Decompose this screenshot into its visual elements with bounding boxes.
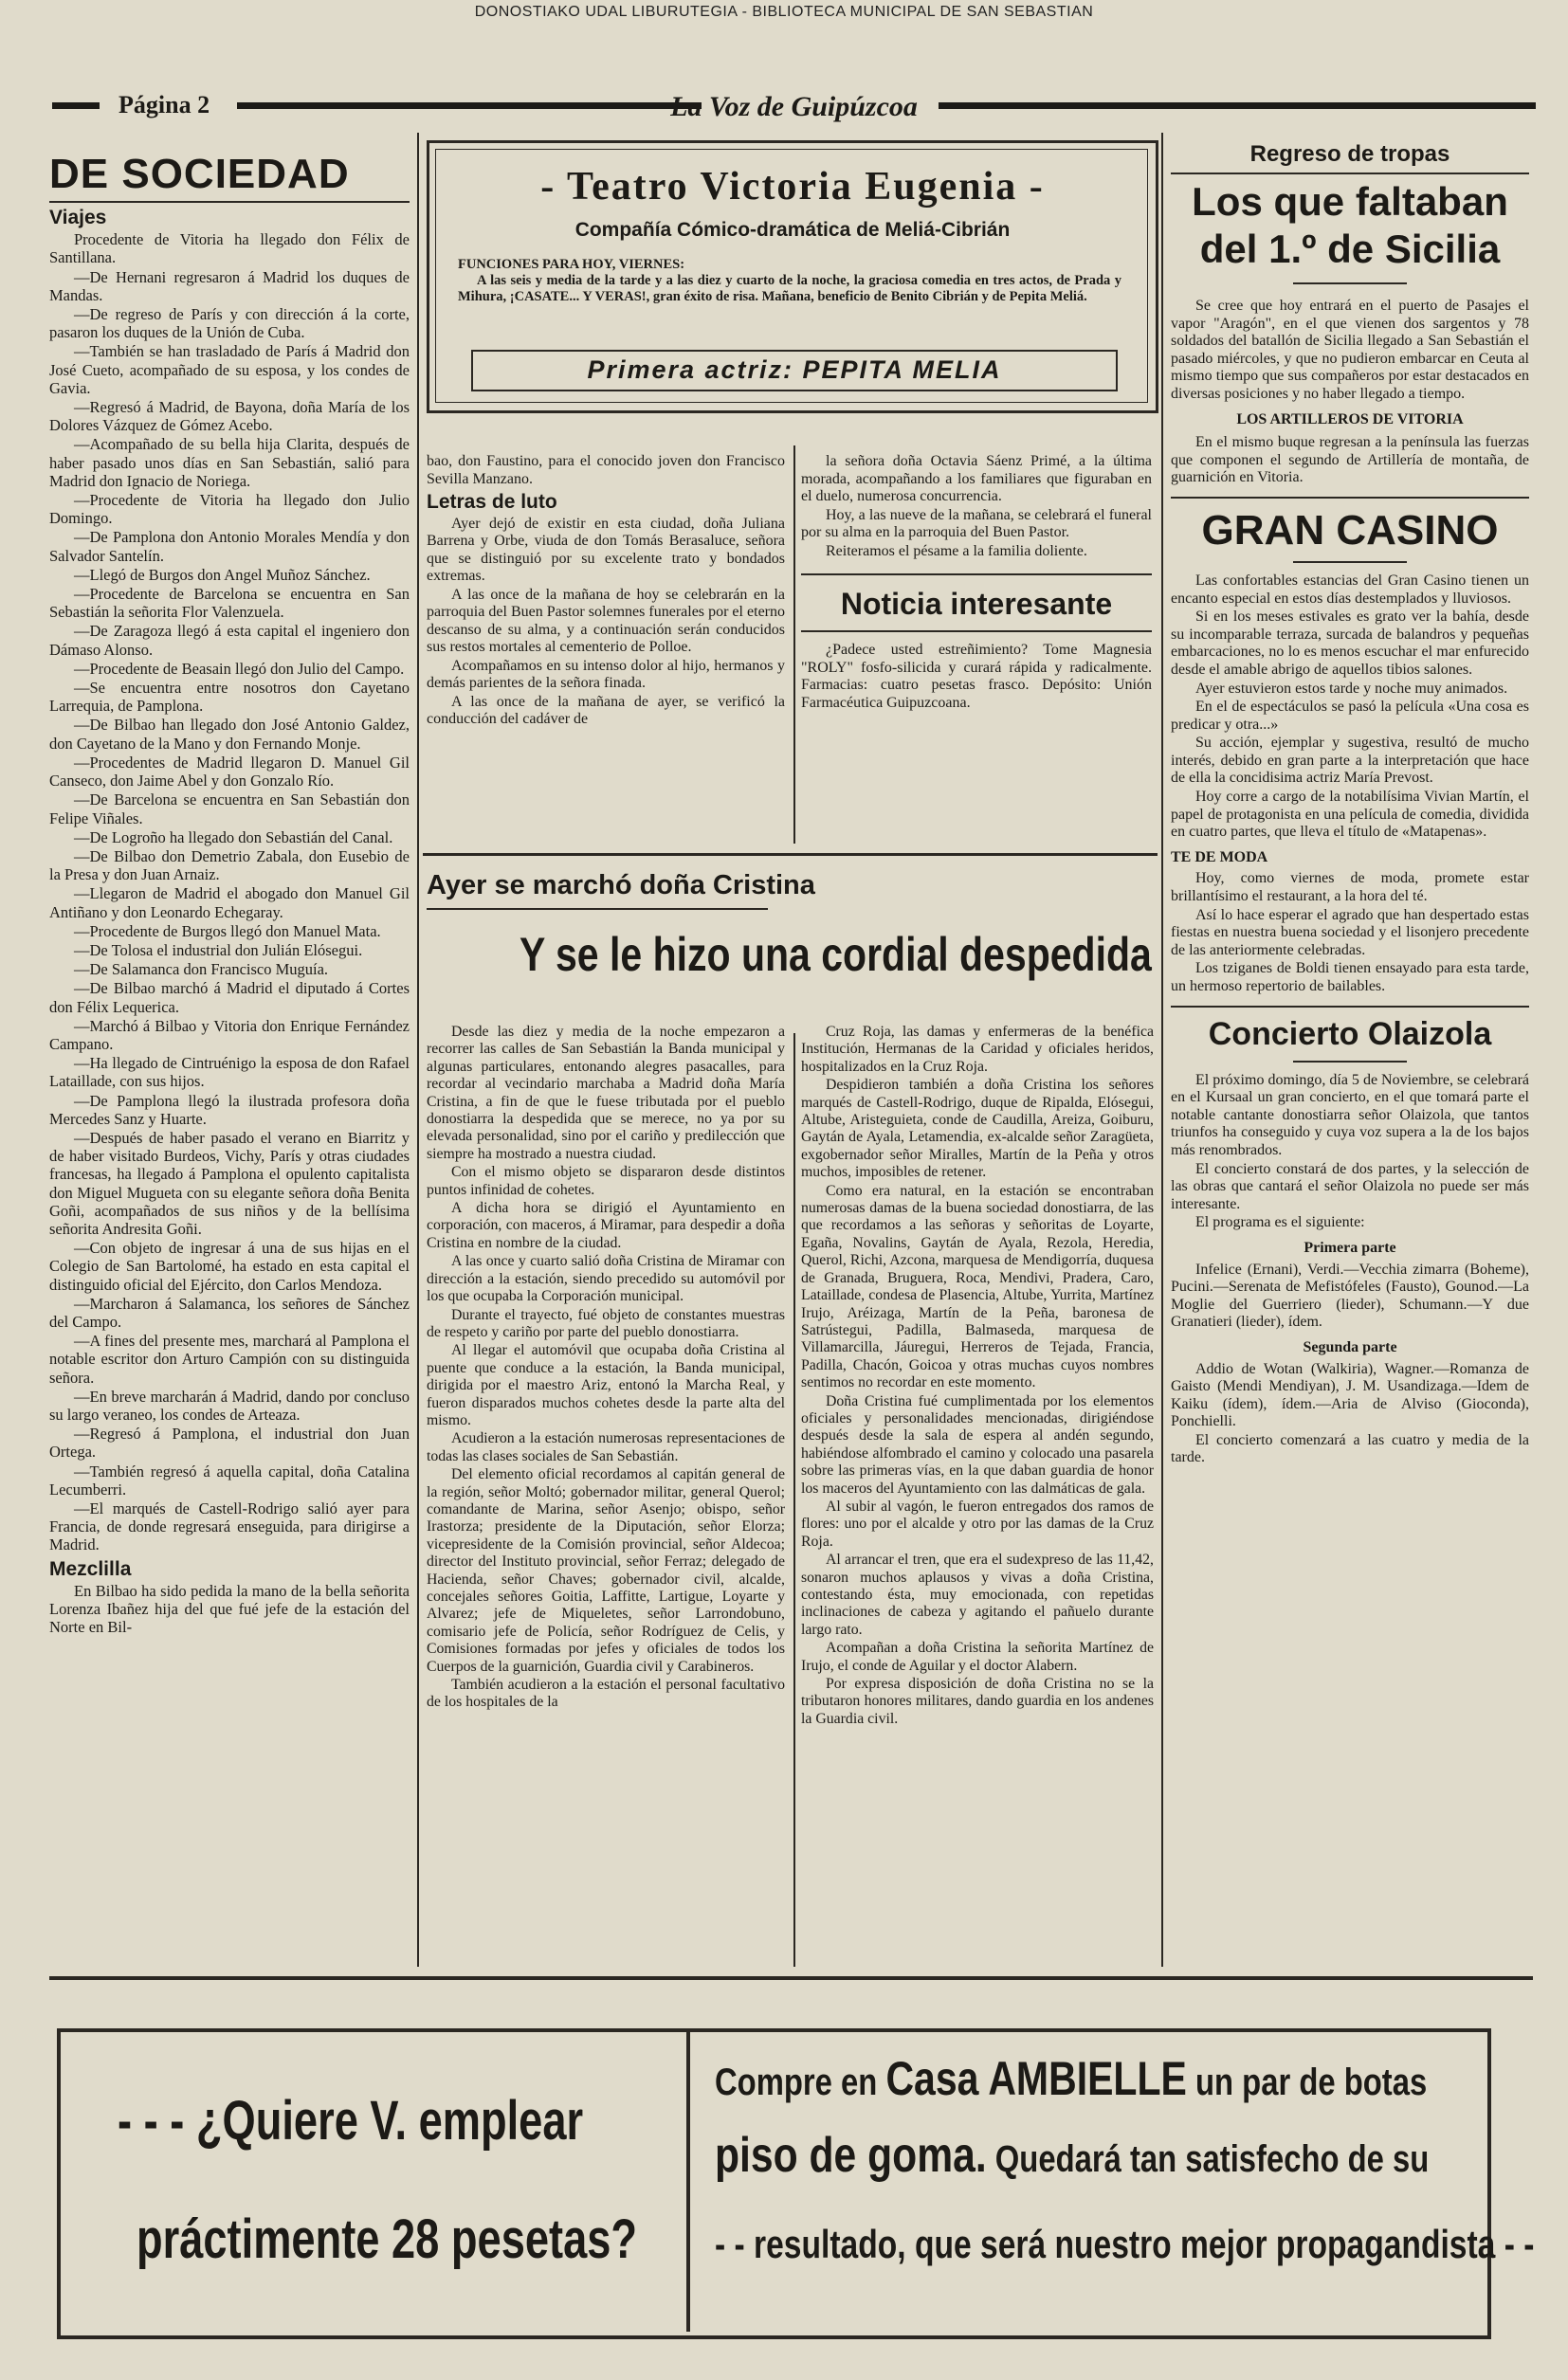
ad-right-line-1a: Compre en [715, 2062, 886, 2103]
viajes-item: —De Hernani regresaron á Madrid los duques de Mandas. [49, 267, 410, 304]
newspaper-title: La Voz de Guipúzcoa [670, 91, 918, 122]
ad-right-line-1c: un par de botas [1186, 2062, 1428, 2103]
right-column [1171, 140, 1529, 1467]
viajes-item: —En breve marcharán á Madrid, dando por concluso su largo veraneo, los condes de Arteaza. [49, 1387, 410, 1424]
casino-paragraph: Si en los meses estivales es grato ver la bahía, desde su incomparable terraza, surcada de balandros y pequeñas embarcaciones, no lo es menos escuchar el mar enfurecido desde el amable abrigo de aquellos tibios salones. [1171, 609, 1529, 678]
tropas-rule [1171, 173, 1529, 174]
luto-paragraph: A las once de la mañana de ayer, se verificó la conducción del cadáver de [427, 693, 785, 727]
luto-cont-paragraph: la señora doña Octavia Sáenz Primé, a la última morada, acompañando a los familiares que figuraban en el duelo, numerosa concurrencia. [801, 453, 1152, 504]
cristina-paragraph: Al llegar el automóvil que ocupaba doña Cristina al puente que conduce a la estación, la Banda municipal, dirigida por el maestro Ariz, entonó la Marcha Real, y fueron disparados muchos cohetes desde la parte alta del mismo. [427, 1342, 785, 1428]
viajes-item: —De Logroño ha llegado don Sebastián del Canal. [74, 827, 393, 846]
luto-paragraph: A las once de la mañana de hoy se celebrarán en la parroquia del Buen Pastor solemnes funerales por el eterno descanso de su alma, y a continuación serán conducidos sus restos mortales al cementerio de Polloe. [427, 586, 785, 655]
viajes-item: —Llegaron de Madrid el abogado don Manuel Gil Antiñano y don Leonardo Echegaray. [49, 884, 410, 921]
sociedad-title: DE SOCIEDAD [49, 151, 350, 197]
viajes-item: —Procedente de Barcelona se encuentra en San Sebastián la señorita Flor Valenzuela. [49, 585, 410, 622]
cristina-kicker: Ayer se marchó doña Cristina [427, 870, 815, 900]
tropas-text-2: En el mismo buque regresan a la península las fuerzas que componen el segundo de Artillería de montaña, de guarnición en Vitoria. [1171, 434, 1529, 486]
luto-paragraph: Acompañamos en su intenso dolor al hijo, hermanos y demás parientes de la señora finada. [427, 657, 785, 691]
viajes-item: —Procedente de Vitoria ha llegado don Julio Domingo. [49, 491, 410, 528]
moda-paragraph: Hoy, como viernes de moda, promete estar brillantísimo el restaurant, a la hora del té. [1171, 870, 1529, 905]
cristina-paragraph: A las once y cuarto salió doña Cristina de Miramar con dirección a la estación, siendo precedido su automóvil por los que ocupaba la Corporación municipal. [427, 1253, 785, 1305]
viajes-item: —A fines del presente mes, marchará al Pamplona el notable escritor don Arturo Campión con su distinguida señora. [49, 1332, 410, 1387]
cristina-paragraph: Como era natural, en la estación se encontraban numerosas damas de la buena sociedad donostiarra, de las que recordamos a las señoras y señoritas de Loyarte, Egaña, Novalins, Gaytán de Ayala, Rezola, Heredia, Querol, Richi, Azcona, marquesa de Mendigorría, duquesa de Granada, Bruguera, Roca, Mendivi, Pradera, Caro, Lataillade, condesa de Plasencia, Altube, Yurrita, Martínez Irujo, Aréizaga, Martín de la Peña, baronesa de Satrústegui, Padilla, Balmaseda, marquesa de Villamarcilla, Jáuregui, Herreros de Tejada, Francia, Padilla, Chacón, Goicoa y otras muchas cuyos nombres sentimos no recordar en este momento. [801, 1182, 1154, 1391]
viajes-item: —Llegó de Burgos don Angel Muñoz Sánchez. [74, 565, 371, 584]
concierto-paragraph: El programa es el siguiente: [1195, 1214, 1365, 1231]
sociedad-column [49, 152, 410, 1636]
casino-paragraphs [1171, 572, 1529, 842]
cristina-kicker-rule [427, 908, 768, 910]
tropas-text: Se cree que hoy entrará en el puerto de Pasajes el vapor "Aragón", en el que vienen dos sargentos y 78 soldados del batallón de Sicilia llegado a San Sebastián el pasado miércoles, y que no pudieron embarcar en Ceuta al mismo tiempo que sus compañeros por estar destacados en diversas posiciones y no haber llegado a tiempo. [1171, 298, 1529, 402]
ad-right-line-2 [715, 2127, 1429, 2184]
concierto-paragraph: El próximo domingo, día 5 de Noviembre, se celebrará en el Kursaal un gran concierto, en el que tomará parte el notable cantante donostiarra señor Olaizola, que tantos triunfos ha conseguido y cuya voz supera a la de los bajos más renombrados. [1171, 1071, 1529, 1158]
teatro-title: - Teatro Victoria Eugenia - [540, 165, 1045, 209]
luto-lead: bao, don Faustino, para el conocido joven don Francisco Sevilla Manzano. [427, 453, 785, 487]
cristina-headline: Y se le hizo una cordial despedida [520, 928, 1152, 981]
part1-program: Infelice (Ernani), Verdi.—Vecchia zimarra (Boheme), Pucini.—Serenata de Mefistófeles (Fausto), Gounod.—La Moglie del Guerriero (lieder), Schumann.—Y due Granatieri (lieder), ídem. [1171, 1261, 1529, 1331]
casino-rule [1171, 497, 1529, 499]
noticia-rule [801, 573, 1152, 575]
viajes-heading: Viajes [49, 207, 107, 228]
cristina-paragraph: Desde las diez y media de la noche empezaron a recorrer las calles de San Sebastián la Banda municipal y algunas particulares, entonando alegres pasacalles, para recordar al vecindario marchaba a Madrid doña María Cristina, a fin de que le fuese tributada por el pueblo donostiarra la despedida que se merece, no ya por su elevada personalidad, sino por el cariño y predilección que siempre ha mostrado a nuestra ciudad. [427, 1024, 785, 1162]
tropas-sub: LOS ARTILLEROS DE VITORIA [1236, 410, 1464, 427]
concierto-closing: El concierto comenzará a las cuatro y media de la tarde. [1171, 1431, 1529, 1466]
masthead [52, 91, 1536, 125]
casino-title: GRAN CASINO [1201, 506, 1499, 554]
ad-divider [686, 2028, 690, 2332]
viajes-item: —Procedentes de Madrid llegaron D. Manuel Gil Canseco, don Jaime Abel y don Gonzalo Río. [49, 753, 410, 790]
bottom-advertisement [57, 2028, 1535, 2339]
library-source-header: DONOSTIAKO UDAL LIBURUTEGIA - BIBLIOTECA MUNICIPAL DE SAN SEBASTIAN [474, 4, 1094, 20]
viajes-item: —De Barcelona se encuentra en San Sebastián don Felipe Viñales. [49, 790, 410, 827]
viajes-item: —Después de haber pasado el verano en Biarritz y de haber visitado Burdeos, Vichy, París y otras ciudades francesas, ha llegado á Pamplona el opulento capitalista don Miguel Mugueta con su elegante señora doña Benita Goñi, acompañados de sus niños y de la bellísima señorita Andresita Goñi. [49, 1128, 410, 1238]
viajes-item: —De Bilbao don Demetrio Zabala, don Eusebio de la Presa y don Juan Arnaiz. [49, 846, 410, 884]
luto-continuation-column [801, 453, 1152, 712]
teatro-actress: Primera actriz: PEPITA MELIA [587, 355, 1002, 384]
moda-heading: TE DE MODA [1171, 848, 1268, 865]
casino-paragraph: Hoy corre a cargo de la notabilísima Vivian Martín, el papel de protagonista en una película de comedia, dividida en cuatro partes, que lleva el título de «Matapenas». [1171, 789, 1529, 841]
luto-column [427, 453, 785, 729]
mezclilla-text: En Bilbao ha sido pedida la mano de la bella señorita Lorenza Ibañez hija del que fué jefe de la estación del Norte en Bil- [49, 1581, 410, 1637]
cristina-paragraph: Con el mismo objeto se dispararon desde distintos puntos infinidad de cohetes. [427, 1164, 785, 1198]
casino-paragraph: Las confortables estancias del Gran Casino tienen un encanto especial en estos días destemplados y lluviosos. [1171, 572, 1529, 607]
viajes-item: —También regresó á aquella capital, doña Catalina Lecumberri. [49, 1462, 410, 1499]
casino-paragraph: Ayer estuvieron estos tarde y noche muy animados. [1195, 680, 1508, 697]
cristina-paragraph: Despidieron también a doña Cristina los señores marqués de Castell-Rodrigo, duque de Ripalda, Elósegui, Altube, Aristeguieta, conde de Caudilla, Areiza, Goiburu, Gaytán de Ayala, Letamendia, ex-alcalde señor Zaragüeta, exgobernador señor Miralles, Martín de la Peña y otros muchos, imposibles de retener. [801, 1077, 1154, 1181]
concierto-rule [1171, 1006, 1529, 1008]
cristina-col2-paragraphs [801, 1024, 1154, 1728]
viajes-item: —De Zaragoza llegó á esta capital el ingeniero don Dámaso Alonso. [49, 622, 410, 659]
viajes-item: —De Pamplona llegó la ilustrada profesora doña Mercedes Sanz y Huarte. [49, 1091, 410, 1128]
viajes-item: —Marchó á Bilbao y Vitoria don Enrique Fernández Campano. [49, 1016, 410, 1053]
column-divider-1 [417, 133, 419, 1967]
luto-cont-paragraph: Reiteramos el pésame a la familia doliente. [826, 542, 1087, 559]
viajes-item: —Procedente de Burgos llegó don Manuel Mata. [74, 921, 381, 940]
cristina-col-1 [427, 1024, 785, 1712]
viajes-item: —De Tolosa el industrial don Julián Elósegui. [74, 940, 363, 959]
teatro-company: Compañía Cómico-dramática de Meliá-Cibrián [574, 219, 1011, 241]
part1-heading: Primera parte [1304, 1239, 1396, 1256]
cristina-paragraph: Acompañan a doña Cristina la señorita Martínez de Irujo, el conde de Aguilar y el doctor Alabern. [801, 1640, 1154, 1674]
cristina-paragraph: Cruz Roja, las damas y enfermeras de la benéfica Institución, Hermanas de la Caridad y oficiales heridos, hospitalizados en la Cruz Roja. [801, 1024, 1154, 1075]
viajes-item: Procedente de Vitoria ha llegado don Félix de Santillana. [49, 230, 410, 267]
viajes-item: —También se han trasladado de París á Madrid don José Cueto, acompañado de su esposa, y los condes de Gavia. [49, 342, 410, 397]
tropas-rule-2 [1293, 282, 1407, 284]
concierto-rule-2 [1293, 1061, 1407, 1063]
viajes-list [49, 230, 410, 1553]
ad-right-line-1b: Casa AMBIELLE [885, 2052, 1187, 2105]
tropas-kicker: Regreso de tropas [1249, 141, 1450, 167]
cristina-paragraph: Del elemento oficial recordamos al capitán general de la región, señor Moltó; gobernador militar, general Querol; comandante de Marina, señor Asenjo; obispo, señor Irastorza; presidente de la Diputación, señor Elorza; vicepresidente de la Comisión provincial, señor Aldecoa; director del Instituto provincial, señor Ferraz; delegado de Hacienda, señor Chaves; gobernador civil, alcalde, concejales señores Goitia, Laffitte, Lartigue, Loyarte y Alvarez; jefe de Miqueletes, señor Larrondobuno, comisario jefe de Policía, señor Rodríguez de Celis, y Comisiones formadas por jefes y oficiales de todos los Cuerpos de la guarnición, Guardia civil y Carabineros. [427, 1466, 785, 1675]
noticia-rule-2 [801, 630, 1152, 632]
teatro-actress-box [471, 350, 1118, 391]
moda-paragraph: Así lo hace esperar el agrado que han despertado estas fiestas en nuestra buena sociedad y el lisonjero precedente de las anteriormente celebradas. [1171, 906, 1529, 958]
luto-paragraph: Ayer dejó de existir en esta ciudad, doña Juliana Barrena y Orbe, viuda de don Tomás Berasaluce, señora que se distinguió por su excelente trato y bondados extremas. [427, 515, 785, 584]
sociedad-rule [49, 201, 410, 203]
noticia-title: Noticia interesante [840, 587, 1113, 621]
column-divider-2b [793, 1033, 795, 1967]
cristina-col-2 [801, 1024, 1154, 1728]
concierto-paragraph: El concierto constará de dos partes, y la selección de las obras que cantará el señor Olaizola no puede ser más interesante. [1171, 1160, 1529, 1212]
cristina-col1-paragraphs [427, 1024, 785, 1712]
viajes-item: —Con objeto de ingresar á una de sus hijas en el Colegio de San Bartolomé, ha estado en esta capital el distinguido oficial del Ejército, don Carlos Mendoza. [49, 1239, 410, 1294]
column-divider-3 [1161, 133, 1163, 1967]
viajes-item: —Regresó á Pamplona, el industrial don Juan Ortega. [49, 1425, 410, 1462]
bottom-ad-top-rule [49, 1976, 1533, 1980]
luto-paragraphs [427, 516, 785, 729]
part2-program: Addio de Wotan (Walkiria), Wagner.—Romanza de Gaisto (Mendi Mendiyan), J. M. Usandizaga.—Idem de Kaiku (ídem), ídem.—Aria de Alviso (Gioconda), Ponchielli. [1171, 1360, 1529, 1430]
viajes-item: —El marqués de Castell-Rodrigo salió ayer para Francia, de donde regresará enseguida, para dirigirse a Madrid. [49, 1499, 410, 1554]
teatro-functions-text: A las seis y media de la tarde y a las diez y cuarto de la noche, la graciosa comedia en tres actos, de Prada y Mihura, ¡CASATE... Y VERAS!, gran éxito de risa. Mañana, beneficio de Benito Cibrián y de Pepita Meliá. [458, 273, 1121, 304]
viajes-item: —Acompañado de su bella hija Clarita, después de haber pasado unos días en San Sebastián, salió para Madrid don Ignacio de Noriega. [49, 435, 410, 490]
mezclilla-heading: Mezclilla [49, 1557, 132, 1580]
ad-right-line-3: - - resultado, que será nuestro mejor propagandista - - [715, 2222, 1535, 2266]
viajes-item: —Regresó á Madrid, de Bayona, doña María de los Dolores Vázquez de Gómez Acebo. [49, 398, 410, 435]
casino-paragraph: Su acción, ejemplar y sugestiva, resultó de mucho interés, debido en gran parte a la interpretación que hace de ella la concidisima actriz María Prevost. [1171, 735, 1529, 787]
ad-left-line-2: práctimente 28 pesetas? [137, 2208, 638, 2270]
viajes-item: —Ha llegado de Cintruénigo la esposa de don Rafael Lataillade, con sus hijos. [49, 1054, 410, 1091]
cristina-top-rule [423, 853, 1158, 856]
cristina-paragraph: Por expresa disposición de doña Cristina no se la tributaron honores militares, dando guardia en los andenes la Guardia civil. [801, 1676, 1154, 1727]
viajes-item: —De Salamanca don Francisco Muguía. [74, 960, 329, 979]
cristina-paragraph: Acudieron a la estación numerosas representaciones de todas las clases sociales de San Sebastián. [427, 1430, 785, 1464]
viajes-item: —Marcharon á Salamanca, los señores de Sánchez del Campo. [49, 1294, 410, 1331]
luto-cont-paragraph: Hoy, a las nueve de la mañana, se celebrará el funeral por su alma en la parroquia del Buen Pastor. [801, 506, 1152, 540]
concierto-paragraphs [1171, 1072, 1529, 1232]
teatro-functions [458, 257, 1121, 305]
luto-continuation [801, 453, 1152, 560]
column-divider-2 [793, 445, 795, 844]
cristina-paragraph: A dicha hora se dirigió el Ayuntamiento en corporación, con maceros, á Miramar, para despedir a doña Cristina en nombre de la ciudad. [427, 1200, 785, 1251]
teatro-functions-head: FUNCIONES PARA HOY, VIERNES: [458, 257, 685, 272]
tropas-headline: Los que faltaban del 1.º de Sicilia [1192, 179, 1508, 271]
concierto-title: Concierto Olaizola [1208, 1015, 1492, 1052]
viajes-item: —De Bilbao marchó á Madrid el diputado á Cortes don Félix Lequerica. [49, 979, 410, 1016]
viajes-item: —De Pamplona don Antonio Morales Mendía y don Salvador Santelín. [49, 528, 410, 565]
moda-paragraph: Los tziganes de Boldi tienen ensayado para esta tarde, un hermoso repertorio de bailables. [1171, 960, 1529, 994]
ad-left-line-1: - - - ¿Quiere V. emplear [118, 2090, 584, 2152]
cristina-paragraph: Doña Cristina fué cumplimentada por los elementos oficiales y personalidades mencionadas, dirigiéndose después desde la sala de espera al andén segundo, habiéndose alfombrado el camino y colocado una pasarela sobre las primeras vías, en la que daban guardia de honor los maceros del Ayuntamiento con las dalmáticas de gala. [801, 1392, 1154, 1497]
masthead-rule-right [939, 102, 1536, 109]
viajes-item: —Procedente de Beasain llegó don Julio del Campo. [74, 659, 405, 678]
casino-paragraph: En el de espectáculos se pasó la película «Una cosa es predicar y otra...» [1171, 699, 1529, 733]
viajes-item: —Se encuentra entre nosotros don Cayetano Larrequia, de Pamplona. [49, 679, 410, 716]
cristina-paragraph: Al subir al vagón, le fueron entregados dos ramos de flores: uno por el alcalde y otro por las damas de la Cruz Roja. [801, 1498, 1154, 1550]
ad-right-line-2a: piso de goma. [715, 2128, 987, 2183]
ad-right-line-1 [715, 2051, 1427, 2106]
cristina-paragraph: Durante el trayecto, fué objeto de constantes muestras de respeto y cariño por parte del pueblo donostiarra. [427, 1306, 785, 1340]
cristina-paragraph: También acudieron a la estación el personal facultativo de los hospitales de la [427, 1677, 785, 1711]
ad-right-line-2b: Quedará tan satisfecho de su [986, 2138, 1430, 2180]
noticia-text: ¿Padece usted estreñimiento? Tome Magnesia "ROLY" fosfo-silicida y curará rápida y radicalmente. Farmacias: cuatro pesetas frasco. Depósito: Unión Farmacéutica Guipuzcoana. [801, 642, 1152, 711]
luto-heading: Letras de luto [427, 491, 557, 513]
teatro-ad-box [427, 140, 1158, 413]
casino-rule-2 [1293, 561, 1407, 563]
moda-paragraphs [1171, 870, 1529, 995]
page-number: Página 2 [119, 91, 210, 118]
viajes-item: —De regreso de París y con dirección á la corte, pasaron los duques de la Unión de Cuba. [49, 305, 410, 342]
part2-heading: Segunda parte [1303, 1338, 1397, 1355]
cristina-paragraph: Al arrancar el tren, que era el sudexpreso de las 11,42, sonaron muchos aplausos y vivas a doña Cristina, contestando ésta, muy emocionada, con repetidas inclinaciones de cabeza y agitando el pañuelo durante largo rato. [801, 1552, 1154, 1638]
viajes-item: —De Bilbao han llegado don José Antonio Galdez, don Cayetano de la Mano y don Fernando Monje. [49, 716, 410, 753]
